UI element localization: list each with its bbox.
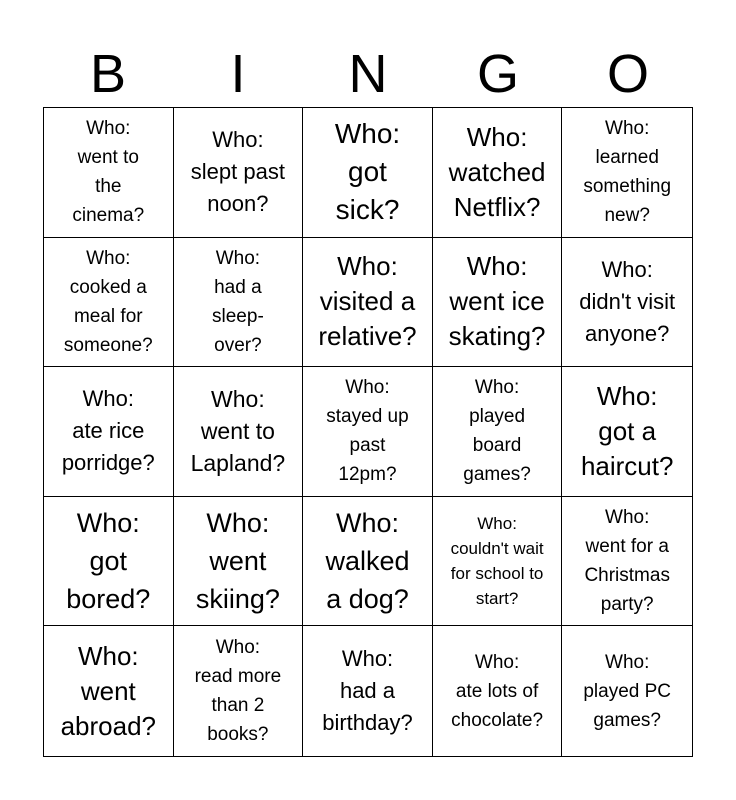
cell-text: Who: got bored?	[66, 508, 151, 615]
bingo-cell[interactable]	[303, 238, 433, 368]
bingo-cell[interactable]	[433, 238, 563, 368]
bingo-cell[interactable]	[174, 108, 304, 238]
bingo-cell[interactable]	[44, 497, 174, 627]
cell-text: Who: got a haircut?	[580, 380, 674, 481]
cell-text: Who: went to Lapland?	[190, 386, 286, 477]
bingo-cell[interactable]	[174, 367, 304, 497]
cell-text: Who: stayed up past 12pm?	[326, 377, 409, 486]
cell-text: Who: cooked a meal for someone?	[63, 247, 153, 356]
cell-text: Who: slept past noon?	[190, 127, 285, 217]
cell-text: Who: didn't visit anyone?	[579, 256, 676, 346]
cell-text: Who: went abroad?	[60, 640, 156, 741]
cell-text: Who: visited a relative?	[318, 251, 417, 352]
bingo-cell[interactable]	[433, 626, 563, 756]
bingo-cell[interactable]	[433, 367, 563, 497]
bingo-cell[interactable]	[44, 367, 174, 497]
cell-text: Who: learned something new?	[583, 118, 672, 227]
bingo-cell[interactable]	[44, 238, 174, 368]
cell-text: Who: had a sleep- over?	[212, 247, 264, 356]
header-letter-g: G	[476, 44, 519, 104]
cell-text: Who: went ice skating?	[448, 251, 546, 352]
cell-text: Who: played PC games?	[583, 651, 672, 731]
header-letter-i: I	[230, 44, 246, 104]
bingo-header	[43, 40, 693, 108]
bingo-cell[interactable]	[174, 238, 304, 368]
bingo-cell[interactable]	[562, 367, 692, 497]
bingo-cell[interactable]	[562, 497, 692, 627]
bingo-cell[interactable]	[44, 108, 174, 238]
header-letter-o: O	[606, 44, 649, 104]
bingo-cell[interactable]	[562, 626, 692, 756]
cell-text: Who: had a birthday?	[322, 646, 413, 736]
bingo-cell[interactable]	[303, 367, 433, 497]
cell-text: Who: went skiing?	[195, 508, 280, 615]
bingo-cell[interactable]	[433, 108, 563, 238]
cell-text: Who: got sick?	[334, 118, 401, 226]
bingo-cell[interactable]	[174, 626, 304, 756]
bingo-cell[interactable]	[174, 497, 304, 627]
cell-text: Who: ate lots of chocolate?	[451, 651, 544, 731]
header-letter-b: B	[89, 44, 127, 104]
cell-text: Who: read more than 2 books?	[194, 637, 282, 746]
cell-text: Who: went to the cinema?	[72, 118, 145, 227]
bingo-cell[interactable]	[303, 497, 433, 627]
bingo-cell[interactable]	[562, 238, 692, 368]
header-letter-n: N	[348, 44, 388, 104]
cell-text: Who: ate rice porridge?	[61, 386, 155, 476]
bingo-cell[interactable]	[303, 626, 433, 756]
bingo-cell[interactable]	[562, 108, 692, 238]
cell-text: Who: played board games?	[463, 377, 531, 486]
bingo-cell[interactable]	[44, 626, 174, 756]
bingo-cell[interactable]	[303, 108, 433, 238]
bingo-grid	[43, 107, 693, 757]
cell-text: Who: watched Netflix?	[448, 121, 546, 222]
cell-text: Who: went for a Christmas party?	[584, 507, 670, 616]
bingo-cell[interactable]	[433, 497, 563, 627]
cell-text: Who: walked a dog?	[325, 508, 410, 615]
cell-text: Who: couldn't wait for school to start?	[450, 514, 544, 609]
